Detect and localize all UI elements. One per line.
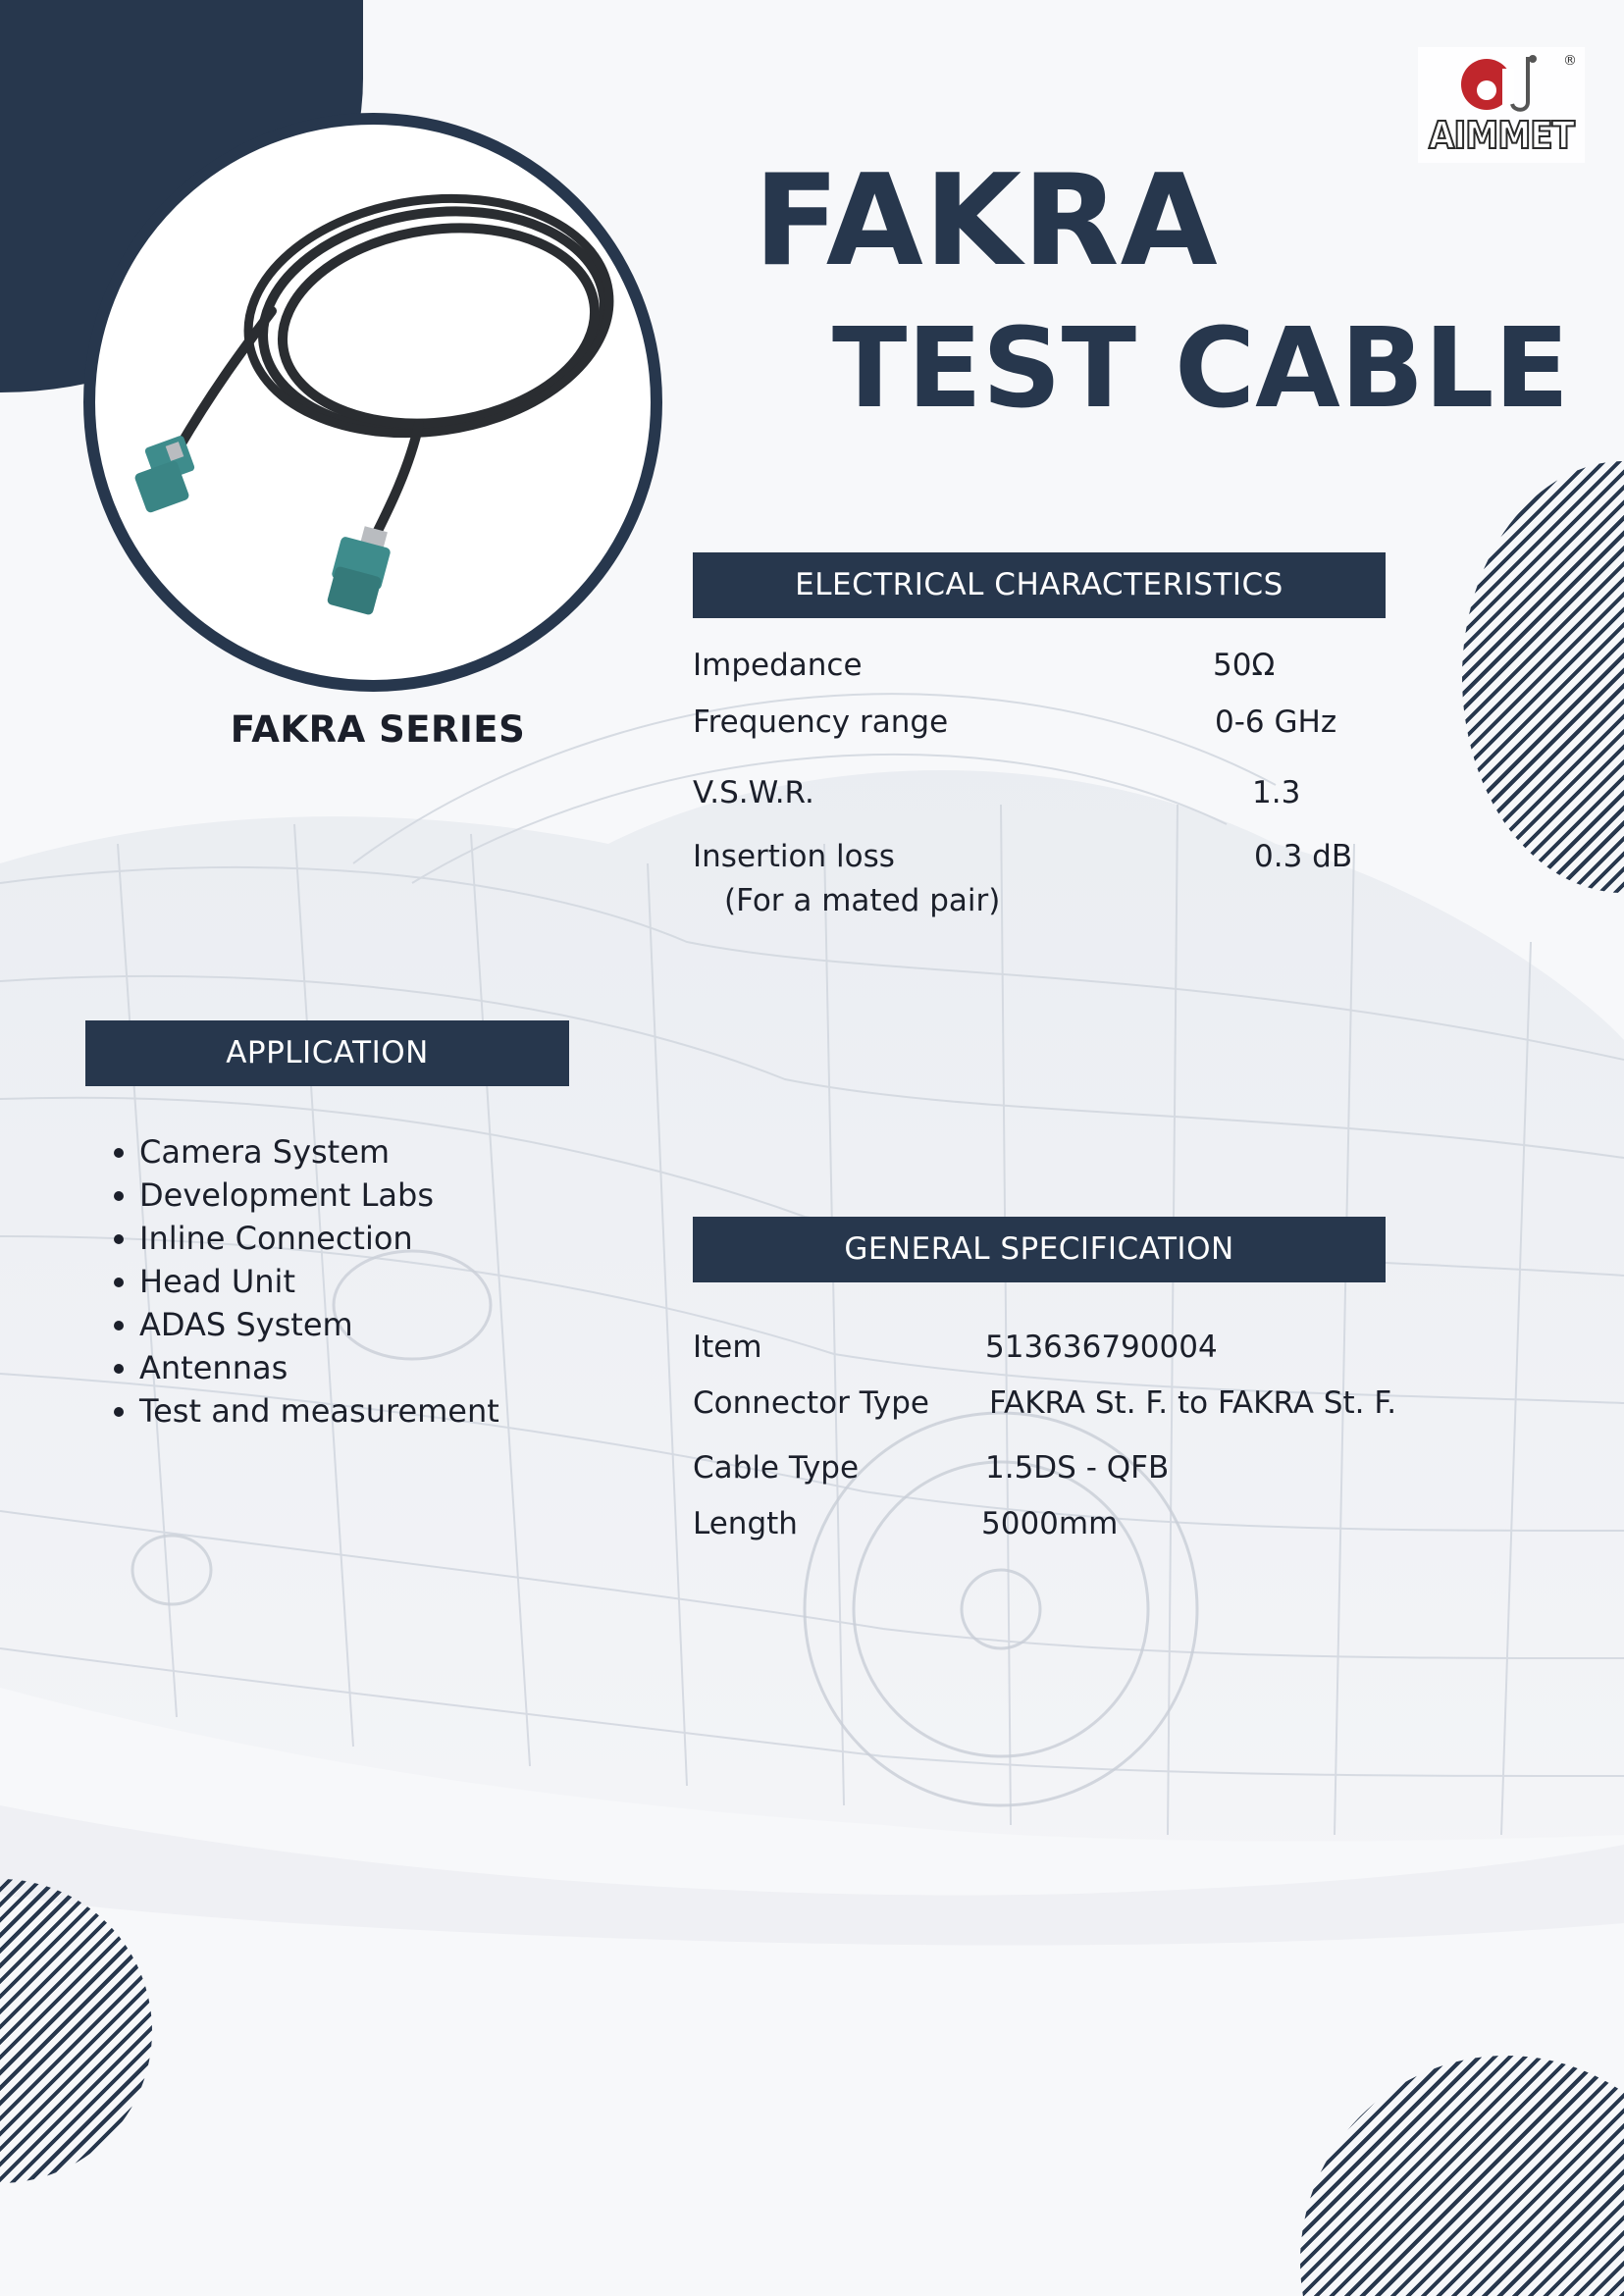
product-image-frame: [83, 113, 662, 692]
list-item: Camera System: [110, 1130, 499, 1174]
electrical-heading: ELECTRICAL CHARACTERISTICS: [693, 552, 1386, 618]
general-label-cable-type: Cable Type: [693, 1450, 860, 1486]
general-value-connector-type: FAKRA St. F. to FAKRA St. F.: [989, 1385, 1397, 1421]
series-label: FAKRA SERIES: [230, 708, 526, 751]
general-value-item: 513636790004: [985, 1330, 1218, 1365]
general-value-cable-type: 1.5DS - QFB: [985, 1450, 1170, 1486]
general-value-length: 5000mm: [981, 1506, 1119, 1541]
general-label-length: Length: [693, 1506, 798, 1541]
application-heading: APPLICATION: [85, 1020, 569, 1086]
list-item: Head Unit: [110, 1260, 499, 1303]
brand-logo: [1418, 47, 1585, 163]
electrical-value-impedance: 50Ω: [1213, 648, 1276, 683]
list-item: Inline Connection: [110, 1217, 499, 1260]
electrical-value-frequency: 0-6 GHz: [1215, 704, 1337, 740]
electrical-label-frequency: Frequency range: [693, 704, 949, 740]
general-label-connector-type: Connector Type: [693, 1385, 929, 1421]
electrical-value-vswr: 1.3: [1252, 775, 1301, 810]
logo-registered-mark: ®: [1563, 53, 1577, 69]
application-list: [110, 1130, 499, 1433]
general-heading: GENERAL SPECIFICATION: [693, 1217, 1386, 1282]
page-title-line-1: FAKRA: [754, 148, 1219, 294]
page-title-line-2: TEST CABLE: [832, 305, 1570, 433]
electrical-value-insertion-loss: 0.3 dB: [1254, 839, 1353, 874]
fakra-cable-illustration-icon: [95, 125, 651, 680]
logo-wordmark: AIMMET: [1429, 114, 1574, 157]
electrical-label-vswr: V.S.W.R.: [693, 775, 814, 810]
list-item: Antennas: [110, 1346, 499, 1389]
electrical-note: (For a mated pair): [724, 883, 1001, 918]
general-label-item: Item: [693, 1330, 762, 1365]
electrical-label-insertion-loss: Insertion loss: [693, 839, 895, 874]
list-item: Development Labs: [110, 1174, 499, 1217]
electrical-label-impedance: Impedance: [693, 648, 863, 683]
list-item: ADAS System: [110, 1303, 499, 1346]
list-item: Test and measurement: [110, 1389, 499, 1433]
